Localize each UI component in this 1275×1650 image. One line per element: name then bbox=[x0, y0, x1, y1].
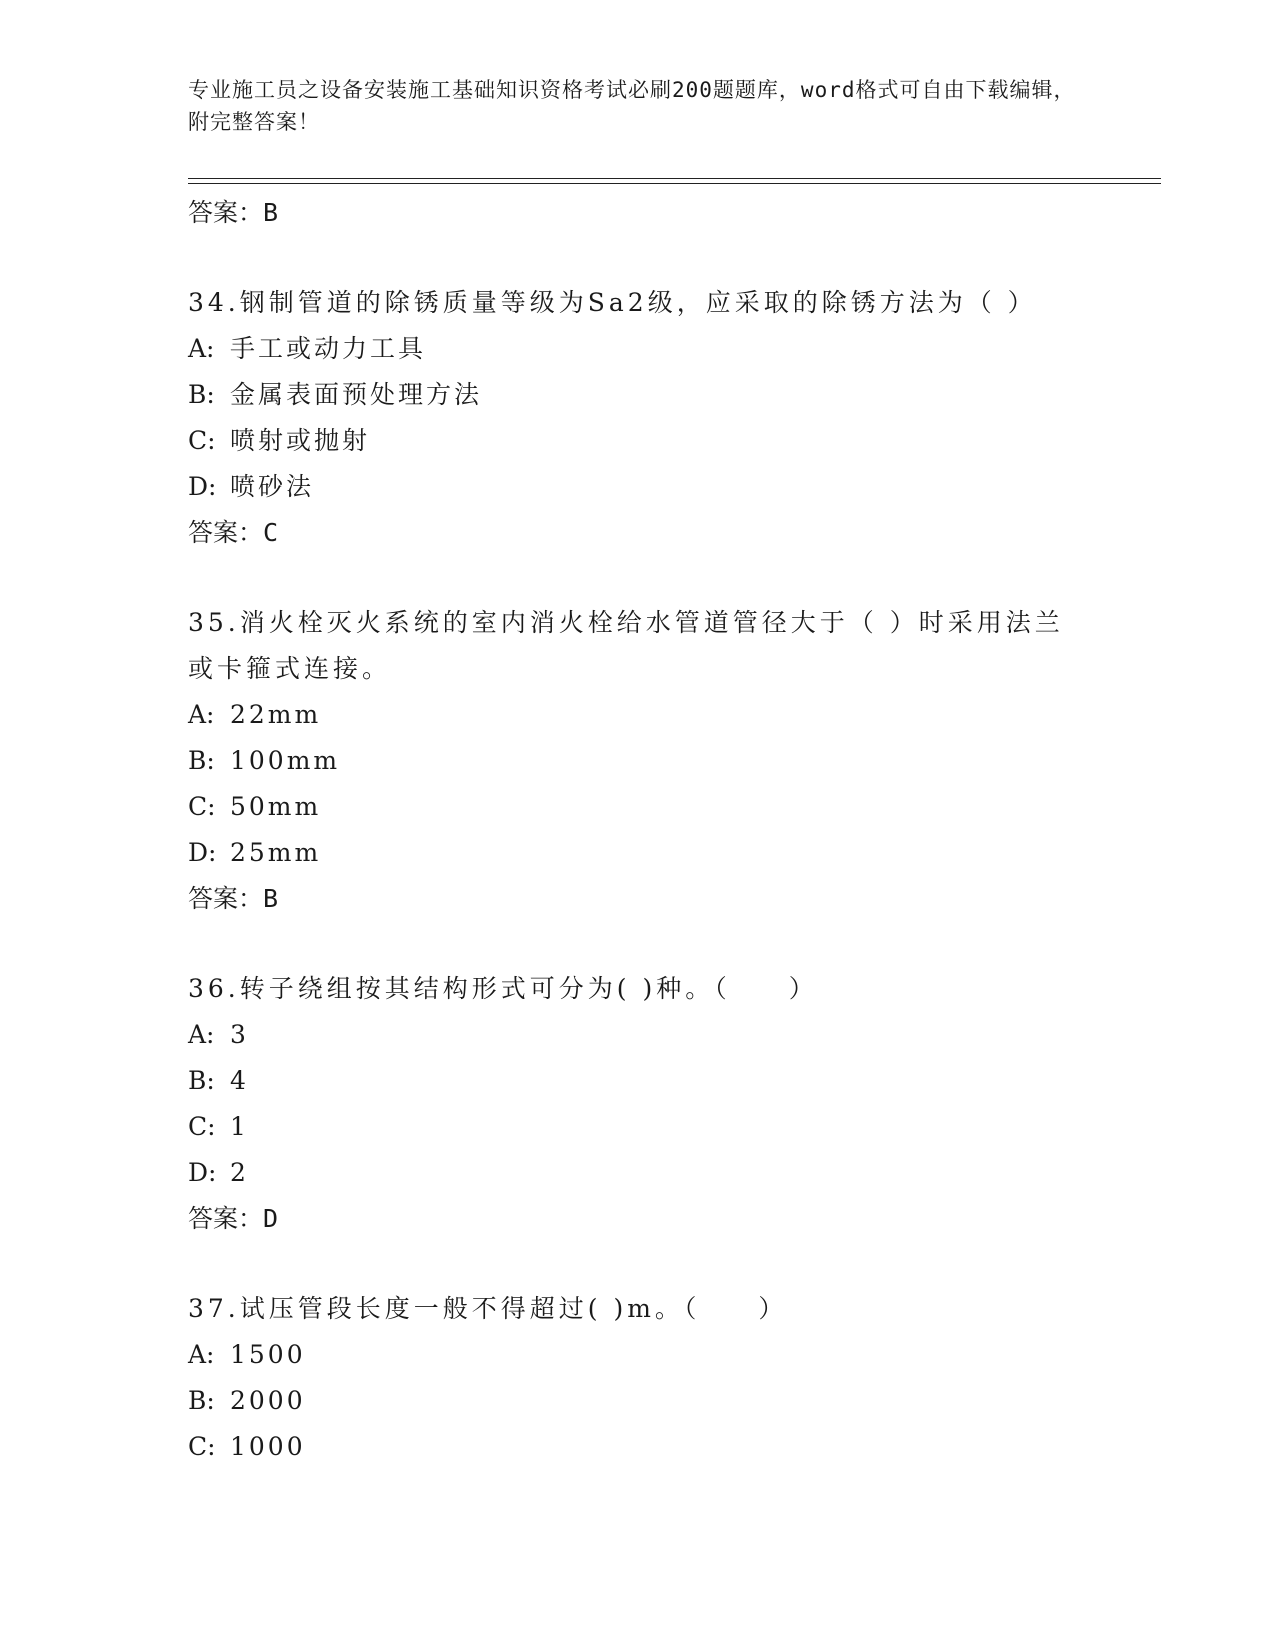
option-text: 喷砂法 bbox=[230, 472, 315, 501]
option-key: C: bbox=[188, 426, 216, 455]
answer-value: B bbox=[263, 198, 279, 227]
option-text: 手工或动力工具 bbox=[230, 334, 427, 363]
option-text: 1 bbox=[230, 1112, 249, 1141]
answer-value: D bbox=[263, 1204, 279, 1233]
option-a bbox=[188, 1332, 1088, 1378]
option-c bbox=[188, 418, 1088, 464]
option-text: 4 bbox=[230, 1066, 249, 1095]
option-c bbox=[188, 1424, 1088, 1470]
option-b bbox=[188, 372, 1088, 418]
question-block bbox=[188, 966, 1088, 1242]
option-key: B: bbox=[188, 1066, 215, 1095]
question-text: 37.试压管段长度一般不得超过( )m。（ ） bbox=[188, 1294, 788, 1323]
option-key: D: bbox=[188, 472, 217, 501]
option-c bbox=[188, 784, 1088, 830]
answer-label: 答案： bbox=[188, 198, 264, 227]
question-list bbox=[188, 190, 1088, 1470]
answer-line bbox=[188, 1196, 1088, 1242]
answer-label: 答案： bbox=[188, 1204, 264, 1233]
question-block bbox=[188, 600, 1088, 922]
header-divider-bottom bbox=[188, 183, 1161, 184]
question-block bbox=[188, 280, 1088, 556]
document-header: 专业施工员之设备安装施工基础知识资格考试必刷200题题库，word格式可自由下载编辑，附完整答案！ bbox=[188, 78, 1076, 134]
option-text: 50mm bbox=[230, 792, 322, 821]
answer-label: 答案： bbox=[188, 518, 264, 547]
option-key: C: bbox=[188, 792, 216, 821]
answer-line bbox=[188, 190, 1088, 236]
answer-line bbox=[188, 510, 1088, 556]
option-b bbox=[188, 1378, 1088, 1424]
option-d bbox=[188, 1150, 1088, 1196]
option-d bbox=[188, 464, 1088, 510]
option-c bbox=[188, 1104, 1088, 1150]
option-text: 3 bbox=[230, 1020, 249, 1049]
question-block bbox=[188, 1286, 1088, 1470]
option-a bbox=[188, 326, 1088, 372]
option-text: 100mm bbox=[230, 746, 341, 775]
option-b bbox=[188, 738, 1088, 784]
option-a bbox=[188, 692, 1088, 738]
option-key: A: bbox=[188, 700, 215, 729]
option-key: D: bbox=[188, 1158, 217, 1187]
option-text: 1500 bbox=[230, 1340, 306, 1369]
option-key: A: bbox=[188, 1020, 215, 1049]
option-key: B: bbox=[188, 380, 215, 409]
option-key: B: bbox=[188, 1386, 215, 1415]
option-text: 2000 bbox=[230, 1386, 306, 1415]
option-key: A: bbox=[188, 334, 215, 363]
header-divider-top bbox=[188, 178, 1161, 179]
option-key: C: bbox=[188, 1112, 216, 1141]
option-a bbox=[188, 1012, 1088, 1058]
option-key: B: bbox=[188, 746, 215, 775]
question-text: 35.消火栓灭火系统的室内消火栓给水管道管径大于（ ）时采用法兰或卡箍式连接。 bbox=[188, 608, 1064, 683]
option-text: 2 bbox=[230, 1158, 249, 1187]
answer-label: 答案： bbox=[188, 884, 264, 913]
answer-line bbox=[188, 876, 1088, 922]
option-text: 喷射或抛射 bbox=[230, 426, 371, 455]
question-text: 34.钢制管道的除锈质量等级为Sa2级，应采取的除锈方法为（ ） bbox=[188, 288, 1037, 317]
option-b bbox=[188, 1058, 1088, 1104]
option-text: 25mm bbox=[230, 838, 322, 867]
option-key: C: bbox=[188, 1432, 216, 1461]
option-text: 金属表面预处理方法 bbox=[230, 380, 483, 409]
answer-value: B bbox=[263, 884, 279, 913]
question-text: 36.转子绕组按其结构形式可分为( )种。（ ） bbox=[188, 974, 818, 1003]
option-text: 22mm bbox=[230, 700, 322, 729]
option-d bbox=[188, 830, 1088, 876]
answer-value: C bbox=[263, 518, 279, 547]
option-key: D: bbox=[188, 838, 217, 867]
option-text: 1000 bbox=[230, 1432, 306, 1461]
option-key: A: bbox=[188, 1340, 215, 1369]
